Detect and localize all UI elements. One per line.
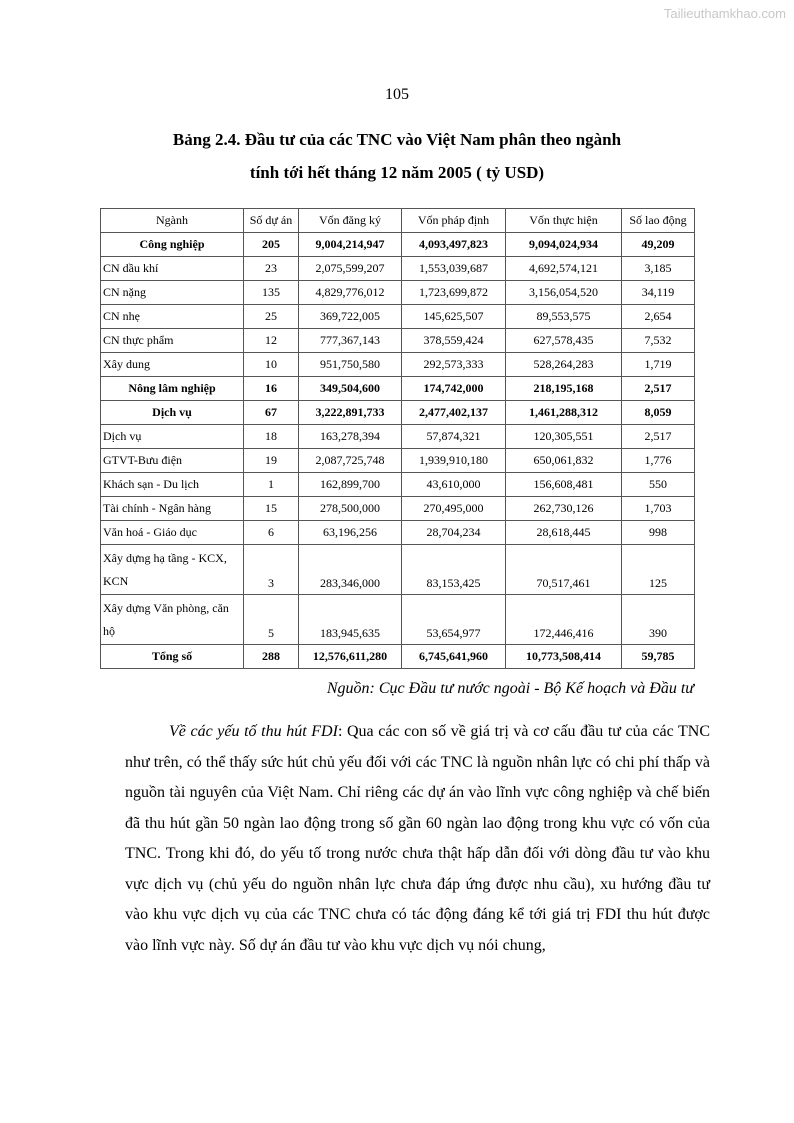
header-registered-capital: Vốn đăng ký	[299, 209, 402, 233]
cell-sector: CN nặng	[101, 281, 244, 305]
cell-labor: 1,703	[622, 497, 695, 521]
cell-implemented: 1,461,288,312	[506, 401, 622, 425]
cell-legal: 145,625,507	[402, 305, 506, 329]
cell-implemented: 10,773,508,414	[506, 645, 622, 669]
header-legal-capital: Vốn pháp định	[402, 209, 506, 233]
cell-labor: 49,209	[622, 233, 695, 257]
table-row	[101, 497, 695, 521]
cell-projects: 67	[244, 401, 299, 425]
cell-registered: 777,367,143	[299, 329, 402, 353]
cell-legal: 1,939,910,180	[402, 449, 506, 473]
cell-implemented: 650,061,832	[506, 449, 622, 473]
cell-implemented: 156,608,481	[506, 473, 622, 497]
cell-registered: 951,750,580	[299, 353, 402, 377]
cell-projects: 6	[244, 521, 299, 545]
table-header-row	[101, 209, 695, 233]
cell-sector: Văn hoá - Giáo dục	[101, 521, 244, 545]
cell-projects: 3	[244, 545, 299, 595]
cell-registered: 63,196,256	[299, 521, 402, 545]
cell-sector: CN dầu khí	[101, 257, 244, 281]
table-row	[101, 377, 695, 401]
cell-projects: 16	[244, 377, 299, 401]
cell-implemented: 9,094,024,934	[506, 233, 622, 257]
cell-labor: 8,059	[622, 401, 695, 425]
cell-labor: 59,785	[622, 645, 695, 669]
cell-registered: 3,222,891,733	[299, 401, 402, 425]
header-labor: Số lao động	[622, 209, 695, 233]
table-row	[101, 425, 695, 449]
cell-registered: 9,004,214,947	[299, 233, 402, 257]
cell-sector: CN thực phẩm	[101, 329, 244, 353]
table-row	[101, 305, 695, 329]
cell-legal: 174,742,000	[402, 377, 506, 401]
table-row	[101, 353, 695, 377]
cell-sector: Khách sạn - Du lịch	[101, 473, 244, 497]
cell-sector: Tài chính - Ngân hàng	[101, 497, 244, 521]
cell-projects: 205	[244, 233, 299, 257]
table-row	[101, 521, 695, 545]
cell-sector: Công nghiệp	[101, 233, 244, 257]
cell-implemented: 70,517,461	[506, 545, 622, 595]
cell-labor: 998	[622, 521, 695, 545]
cell-labor: 2,654	[622, 305, 695, 329]
cell-labor: 1,719	[622, 353, 695, 377]
cell-registered: 2,087,725,748	[299, 449, 402, 473]
table-row	[101, 401, 695, 425]
cell-implemented: 218,195,168	[506, 377, 622, 401]
cell-registered: 12,576,611,280	[299, 645, 402, 669]
page-number: 105	[385, 86, 409, 103]
cell-labor: 3,185	[622, 257, 695, 281]
header-sector: Ngành	[101, 209, 244, 233]
cell-projects: 288	[244, 645, 299, 669]
table-row	[101, 281, 695, 305]
cell-sector: Xây dung	[101, 353, 244, 377]
cell-implemented: 89,553,575	[506, 305, 622, 329]
cell-legal: 270,495,000	[402, 497, 506, 521]
cell-projects: 19	[244, 449, 299, 473]
cell-implemented: 120,305,551	[506, 425, 622, 449]
cell-sector: Dịch vụ	[101, 401, 244, 425]
cell-legal: 378,559,424	[402, 329, 506, 353]
cell-projects: 25	[244, 305, 299, 329]
cell-legal: 6,745,641,960	[402, 645, 506, 669]
cell-implemented: 627,578,435	[506, 329, 622, 353]
cell-projects: 23	[244, 257, 299, 281]
source-note: Nguồn: Cục Đầu tư nước ngoài - Bộ Kế hoạch và Đầu tư	[326, 680, 694, 697]
paragraph-lead: Về các yếu tố thu hút FDI	[169, 723, 338, 740]
cell-registered: 163,278,394	[299, 425, 402, 449]
cell-registered: 2,075,599,207	[299, 257, 402, 281]
cell-sector: Nông lâm nghiệp	[101, 377, 244, 401]
watermark: Tailieuthamkhao.com	[663, 6, 786, 21]
fdi-table	[100, 208, 695, 669]
cell-labor: 125	[622, 545, 695, 595]
cell-registered: 183,945,635	[299, 595, 402, 645]
cell-sector: Dịch vụ	[101, 425, 244, 449]
cell-legal: 2,477,402,137	[402, 401, 506, 425]
header-implemented-capital: Vốn thực hiện	[506, 209, 622, 233]
cell-registered: 4,829,776,012	[299, 281, 402, 305]
cell-implemented: 4,692,574,121	[506, 257, 622, 281]
cell-projects: 12	[244, 329, 299, 353]
cell-legal: 1,723,699,872	[402, 281, 506, 305]
cell-projects: 15	[244, 497, 299, 521]
table-row	[101, 449, 695, 473]
cell-sector: Tổng số	[101, 645, 244, 669]
cell-legal: 4,093,497,823	[402, 233, 506, 257]
cell-projects: 1	[244, 473, 299, 497]
cell-legal: 1,553,039,687	[402, 257, 506, 281]
cell-legal: 57,874,321	[402, 425, 506, 449]
cell-legal: 292,573,333	[402, 353, 506, 377]
cell-implemented: 528,264,283	[506, 353, 622, 377]
cell-implemented: 3,156,054,520	[506, 281, 622, 305]
cell-registered: 369,722,005	[299, 305, 402, 329]
cell-sector: Xây dựng Văn phòng, căn hộ	[101, 595, 244, 645]
cell-projects: 18	[244, 425, 299, 449]
cell-labor: 550	[622, 473, 695, 497]
cell-implemented: 28,618,445	[506, 521, 622, 545]
cell-labor: 1,776	[622, 449, 695, 473]
cell-implemented: 172,446,416	[506, 595, 622, 645]
cell-sector: GTVT-Bưu điện	[101, 449, 244, 473]
cell-registered: 349,504,600	[299, 377, 402, 401]
table-row	[101, 473, 695, 497]
cell-registered: 278,500,000	[299, 497, 402, 521]
cell-implemented: 262,730,126	[506, 497, 622, 521]
body-paragraph	[125, 717, 710, 961]
cell-registered: 162,899,700	[299, 473, 402, 497]
table-title-line-1: Bảng 2.4. Đầu tư của các TNC vào Việt Nam phân theo ngành	[172, 130, 622, 149]
table-row	[101, 645, 695, 669]
cell-labor: 2,517	[622, 425, 695, 449]
table-row	[101, 233, 695, 257]
table-title-line-2: tính tới hết tháng 12 năm 2005 ( tỷ USD)	[249, 163, 545, 182]
cell-labor: 34,119	[622, 281, 695, 305]
cell-legal: 43,610,000	[402, 473, 506, 497]
cell-sector: CN nhẹ	[101, 305, 244, 329]
cell-labor: 390	[622, 595, 695, 645]
cell-projects: 10	[244, 353, 299, 377]
cell-labor: 2,517	[622, 377, 695, 401]
cell-labor: 7,532	[622, 329, 695, 353]
table-row	[101, 329, 695, 353]
table-row	[101, 595, 695, 645]
cell-legal: 83,153,425	[402, 545, 506, 595]
cell-sector: Xây dựng hạ tầng - KCX, KCN	[101, 545, 244, 595]
paragraph-body: : Qua các con số về giá trị và cơ cấu đầu tư của các TNC như trên, có thể thấy sức hút chủ yếu đối với các TNC là nguồn nhân lực có chi phí thấp và nguồn tài nguyên của Việt Nam. Chỉ riêng các dự án vào lĩnh vực công nghiệp và chế biến đã thu hút gần 50 ngàn lao động trong số gần 60 ngàn lao động trong khu vực có vốn của TNC. Trong khi đó, do yếu tố trong nước chưa thật hấp dẫn đối với dòng đầu tư vào khu vực dịch vụ (chủ yếu do nguồn nhân lực chưa đáp ứng được nhu cầu), xu hướng đầu tư vào khu vực dịch vụ của các TNC chưa có tác động đáng kể tới giá trị FDI thu hút được vào lĩnh vực này. Số dự án đầu tư vào khu vực dịch vụ nói chung,	[125, 723, 710, 954]
cell-legal: 28,704,234	[402, 521, 506, 545]
cell-legal: 53,654,977	[402, 595, 506, 645]
header-projects: Số dự án	[244, 209, 299, 233]
cell-registered: 283,346,000	[299, 545, 402, 595]
table-row	[101, 545, 695, 595]
table-row	[101, 257, 695, 281]
cell-projects: 5	[244, 595, 299, 645]
cell-projects: 135	[244, 281, 299, 305]
